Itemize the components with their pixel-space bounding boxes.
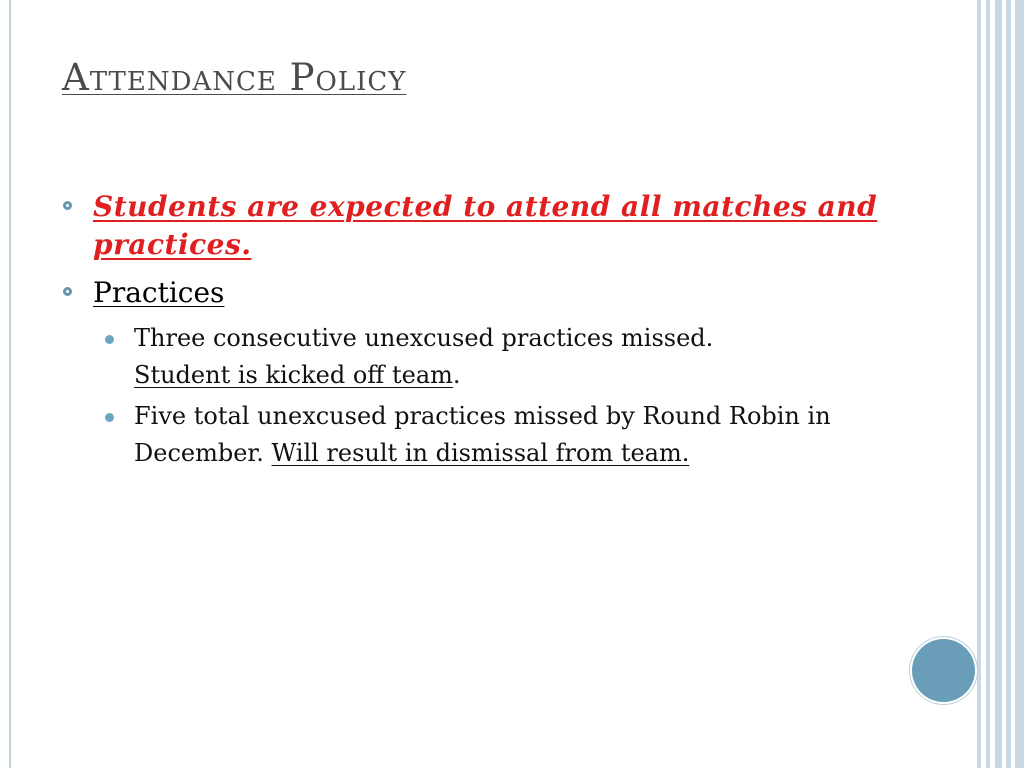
sub-bullet-text: Three consecutive unexcused practices missed. — [134, 324, 714, 352]
bullet-text-emphasis: Students are expected to attend all matches and practices. — [93, 190, 878, 261]
bullet-text: Practices — [93, 276, 225, 309]
side-stripe — [995, 0, 1002, 768]
ring-bullet-icon — [63, 287, 72, 296]
side-stripe — [1006, 0, 1011, 768]
dot-bullet-icon — [105, 413, 114, 422]
dot-bullet-icon — [105, 335, 114, 344]
bullet-item — [60, 274, 880, 312]
side-stripe — [1015, 0, 1024, 768]
slide-title: Attendance Policy — [62, 56, 407, 99]
sub-bullet-text: Five total unexcused practices missed by Round Robin in December. — [134, 402, 831, 467]
side-stripe — [986, 0, 990, 768]
sub-bullet-underlined-text: Student is kicked off team — [134, 361, 453, 389]
ring-bullet-icon — [63, 201, 72, 210]
bullet-item — [60, 188, 880, 264]
side-stripe — [977, 0, 981, 768]
left-frame-line — [9, 0, 11, 768]
decorative-circle — [912, 639, 975, 702]
sub-bullet-item — [60, 398, 880, 472]
slide-content — [60, 188, 880, 472]
sub-bullet-underlined-text: Will result in dismissal from team. — [271, 439, 690, 467]
sub-bullet-suffix: . — [452, 361, 461, 389]
sub-bullet-item — [60, 320, 880, 394]
